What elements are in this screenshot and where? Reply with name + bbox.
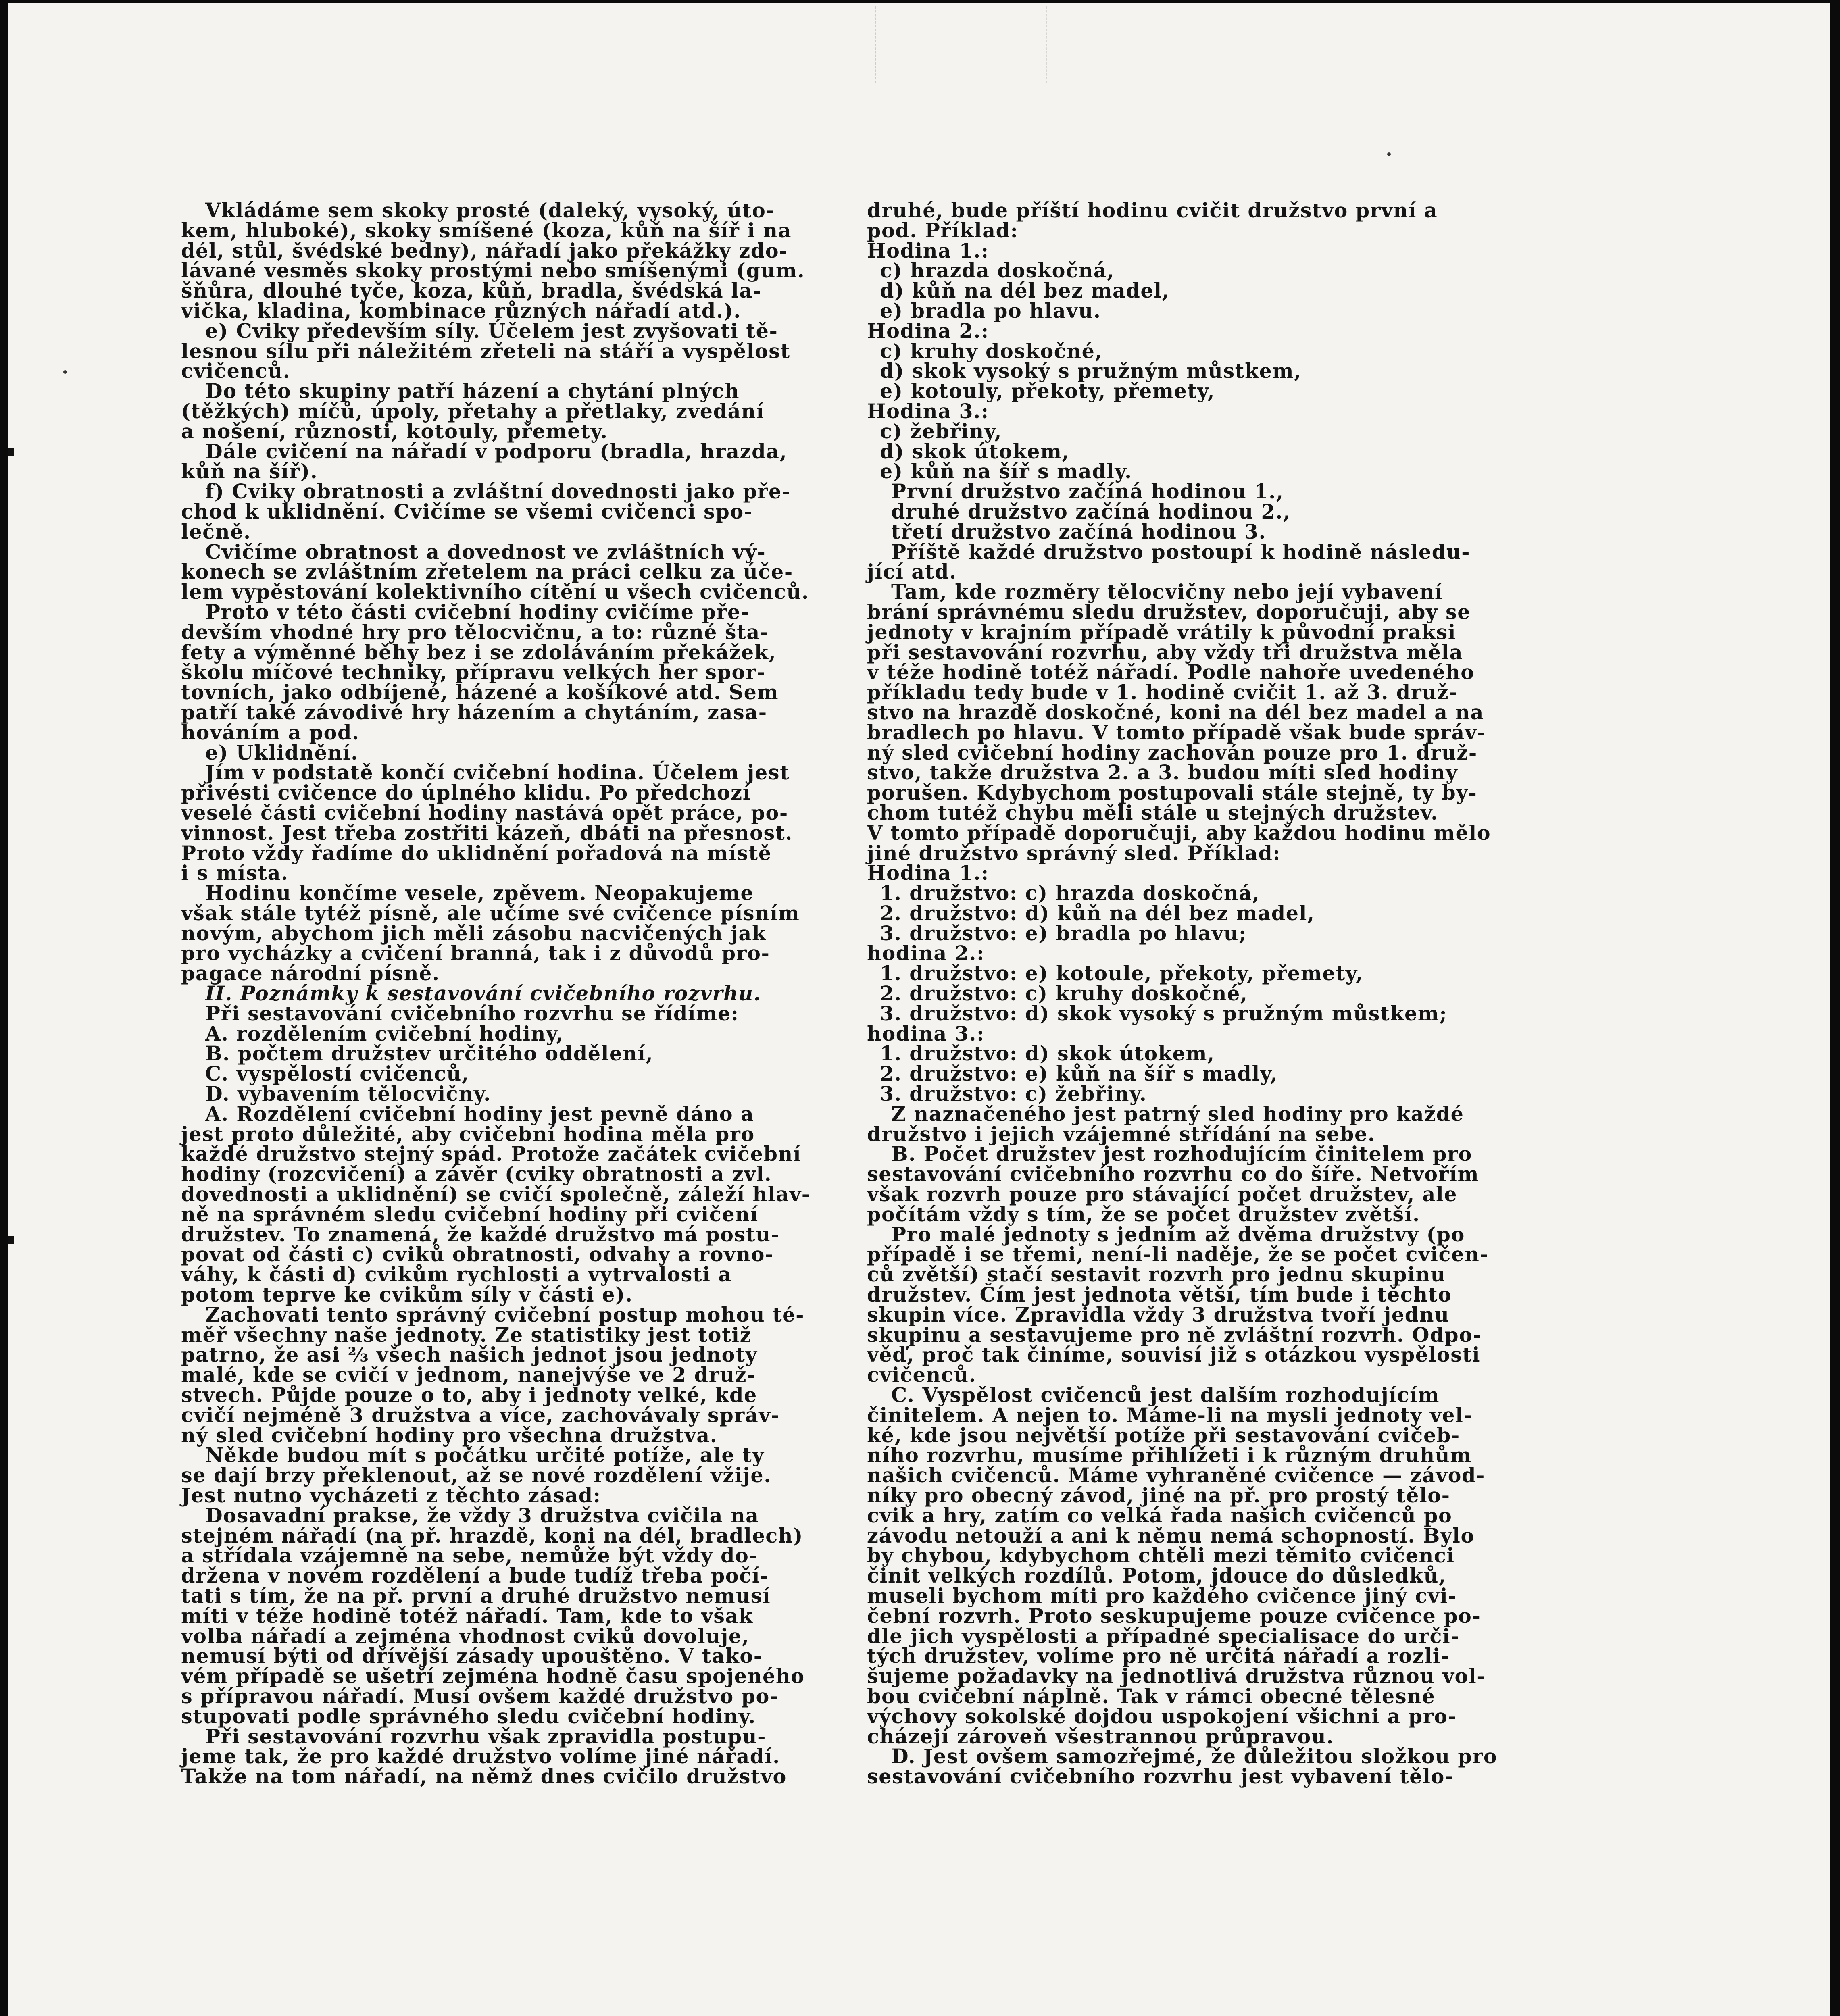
scan-speck [63,370,67,374]
text-line: Někde budou mít s počátku určité potíže, ale ty [205,1443,765,1467]
text-line: e) kůň na šíř s madly. [880,460,1132,483]
binding-mark [8,448,14,456]
text-line: konech se zvláštním zřetelem na práci celku za úče- [181,560,793,584]
text-line: s přípravou nářadí. Musí ovšem každé družstvo po- [181,1684,779,1708]
text-line: f) Cviky obratnosti a zvláštní dovednosti jako pře- [205,480,791,504]
text-line: volba nářadí a zejména vhodnost cviků dovoluje, [181,1624,750,1648]
text-line: Takže na tom nářadí, na němž dnes cvičilo družstvo [181,1765,787,1789]
text-line: Dále cvičení na nářadí v podporu (bradla, hrazda, [205,439,788,463]
text-line: stejném nářadí (na př. hrazdě, koni na dél, bradlech) [181,1524,804,1547]
text-line: potom teprve ke cvikům síly v části e). [181,1283,633,1307]
text-line: ního rozvrhu, musíme přihlížeti i k různým druhům [867,1443,1472,1467]
text-line: patrno, že asi ⅔ všech našich jednot jsou jednoty [181,1343,758,1367]
text-line: jící atd. [867,560,957,584]
text-line: fety a výměnné běhy bez i se zdoláváním překážek, [181,640,777,664]
text-line: dovednosti a uklidnění) se cvičí společně, záleží hlav- [181,1183,811,1206]
text-line: skupin více. Zpravidla vždy 3 družstva tvoří jednu [867,1303,1450,1327]
text-line: měř všechny naše jednoty. Ze statistiky jest totiž [181,1323,752,1347]
text-line: závodu netouží a ani k němu nemá schopností. Bylo [867,1524,1475,1547]
text-line: Hodina 2.: [867,319,989,343]
text-line: sestavování cvičebního rozvrhu co do šíře. Netvořím [867,1162,1480,1186]
text-line: Dosavadní prakse, že vždy 3 družstva cvičila na [205,1504,759,1527]
text-line: d) skok vysoký s pružným můstkem, [880,359,1302,383]
text-line: cvik a hry, zatím co velká řada našich cvičenců po [867,1504,1452,1527]
text-line: lávané vesměs skoky prostými nebo smíšenými (gum. [181,259,805,283]
text-line: hováním a pod. [181,721,360,744]
text-line: hodiny (rozcvičení) a závěr (cviky obratnosti a zvl. [181,1162,772,1186]
text-line: porušen. Kdybychom postupovali stále stejně, ty by- [867,781,1477,805]
text-line: e) Uklidnění. [205,741,358,764]
text-line: dle jich vyspělosti a případné specialisace do urči- [867,1624,1460,1648]
text-line: a střídala vzájemně na sebe, nemůže být vždy do- [181,1544,758,1568]
text-line: činit velkých rozdílů. Potom, jdouce do důsledků, [867,1564,1446,1588]
text-line: Tam, kde rozměry tělocvičny nebo její vybavení [891,580,1443,604]
text-line: v téže hodině totéž nářadí. Podle nahoře uvedeného [867,660,1475,684]
text-line: čební rozvrh. Proto seskupujeme pouze cvičence po- [867,1604,1481,1628]
text-line: nemusí býti od dřívější zásady upouštěno. V tako- [181,1644,763,1668]
text-line: B. Počet družstev jest rozhodujícím činitelem pro [891,1142,1472,1166]
text-line: cházejí zároveň všestrannou průpravou. [867,1724,1334,1748]
text-line: cvičenců. [867,1363,977,1387]
text-line: Při sestavování rozvrhu však zpravidla postupu- [205,1724,767,1748]
text-line: Pro malé jednoty s jedním až dvěma družstvy (po [891,1223,1465,1246]
text-line: B. počtem družstev určitého oddělení, [205,1042,654,1066]
text-line: hodina 3.: [867,1022,985,1045]
text-line: případě i se třemi, není-li naděje, že se počet cvičen- [867,1243,1489,1266]
text-line: ců zvětší) stačí sestavit rozvrh pro jednu skupinu [867,1263,1446,1287]
text-line: První družstvo začíná hodinou 1., [891,480,1284,504]
binding-mark [8,1236,14,1244]
scan-artifact [875,6,1047,83]
left-text-column [181,199,811,1789]
text-line: školu míčové techniky, přípravu velkých her spor- [181,660,766,684]
text-line: šňůra, dlouhé tyče, koza, kůň, bradla, švédská la- [181,279,762,303]
text-line: Hodina 3.: [867,399,989,423]
text-line: stvo na hrazdě doskočné, koni na dél bez madel a na [867,700,1484,724]
text-line: e) kotouly, překoty, přemety, [880,379,1215,403]
text-line: jest proto důležité, aby cvičební hodina měla pro [181,1122,755,1146]
text-line: d) skok útokem, [880,439,1070,463]
text-line: Jím v podstatě končí cvičební hodina. Účelem jest [205,761,790,785]
text-line: pagace národní písně. [181,962,440,985]
text-line: Hodina 1.: [867,239,989,262]
text-line: příkladu tedy bude v 1. hodině cvičit 1. až 3. druž- [867,681,1458,704]
text-line: 1. družstvo: c) hrazda doskočná, [880,881,1260,905]
text-line: přivésti cvičence do úplného klidu. Po předchozí [181,781,751,805]
text-line: jednoty v krajním případě vrátily k původní praksi [867,620,1457,644]
text-line: druhé družstvo začíná hodinou 2., [891,500,1291,523]
text-line: tých družstev, volíme pro ně určitá nářadí a rozli- [867,1644,1450,1668]
text-line: Cvičíme obratnost a dovednost ve zvláštních vý- [205,540,766,564]
text-line: tati s tím, že na př. první a druhé družstvo nemusí [181,1584,771,1608]
text-line: Proto v této části cvičební hodiny cvičíme pře- [205,600,750,624]
text-line: družstev. To znamená, že každé družstvo má postu- [181,1223,780,1246]
text-line: ně na správném sledu cvičební hodiny při cvičení [181,1202,759,1226]
scan-speck [1387,152,1391,156]
text-line: činitelem. A nejen to. Máme-li na mysli jednoty vel- [867,1403,1473,1427]
text-line: A. rozdělením cvičební hodiny, [205,1022,564,1045]
text-line: devším vhodné hry pro tělocvičnu, a to: různé šta- [181,620,769,644]
text-line: c) hrazda doskočná, [880,259,1115,283]
text-line: hodina 2.: [867,941,985,965]
text-line: 3. družstvo: d) skok vysoký s pružným můstkem; [880,1002,1448,1025]
text-line: ný sled cvičební hodiny pro všechna družstva. [181,1423,718,1447]
text-line: by chybou, kdybychom chtěli mezi těmito cvičenci [867,1544,1455,1568]
text-line: výchovy sokolské dojdou uspokojení všichni a pro- [867,1704,1457,1728]
text-line: však rozvrh pouze pro stávající počet družstev, ale [867,1183,1458,1206]
text-line: 3. družstvo: e) bradla po hlavu; [880,921,1247,945]
text-line: kem, hluboké), skoky smíšené (koza, kůň na šíř i na [181,219,792,242]
text-line: vém případě se ušetří zejména hodně času spojeného [181,1664,805,1688]
text-line: cvičenců. [181,359,291,383]
text-line: stvo, takže družstva 2. a 3. budou míti sled hodiny [867,761,1458,785]
text-line: pod. Příklad: [867,219,1019,242]
text-line: však stále tytéž písně, ale učíme své cvičence písním [181,901,800,925]
text-line: šujeme požadavky na jednotlivá družstva různou vol- [867,1664,1486,1688]
text-line: Příště každé družstvo postoupí k hodině následu- [891,540,1471,564]
text-line: C. vyspělostí cvičenců, [205,1062,469,1086]
text-line: Hodinu končíme vesele, zpěvem. Neopakujeme [205,881,754,905]
text-line: d) kůň na dél bez madel, [880,279,1170,303]
text-line: A. Rozdělení cvičební hodiny jest pevně dáno a [205,1102,754,1126]
text-line: chod k uklidnění. Cvičíme se všemi cvičenci spo- [181,500,753,523]
text-line: se dají brzy překlenout, až se nové rozdělení vžije. [181,1464,772,1487]
text-line: D. vybavením tělocvičny. [205,1082,491,1106]
text-line: vička, kladina, kombinace různých nářadí atd.). [181,299,742,323]
text-line: míti v téže hodině totéž nářadí. Tam, kde to však [181,1604,753,1628]
text-line: dél, stůl, švédské bedny), nářadí jako překážky zdo- [181,239,788,262]
text-line: Z naznačeného jest patrný sled hodiny pro každé [891,1102,1464,1126]
text-line: Proto vždy řadíme do uklidnění pořadová na místě [181,841,772,865]
text-line: 1. družstvo: e) kotoule, překoty, přemety, [880,962,1363,985]
text-line: povat od části c) cviků obratnosti, odvahy a rovno- [181,1243,774,1266]
text-line: patří také závodivé hry házením a chytáním, zasa- [181,700,767,724]
text-line: lesnou sílu při náležitém zřeteli na stáří a vyspělost [181,339,790,363]
text-line: 2. družstvo: c) kruhy doskočné, [880,982,1248,1006]
text-line: družstvo i jejich vzájemné střídání na sebe. [867,1122,1375,1146]
text-line: ný sled cvičební hodiny zachován pouze pro 1. druž- [867,741,1477,764]
right-text-column [867,199,1498,1789]
text-line: brání správnému sledu družstev, doporučuji, aby se [867,600,1471,624]
text-line: stvech. Půjde pouze o to, aby i jednoty velké, kde [181,1383,757,1407]
text-line: II. Poznámky k sestavování cvičebního rozvrhu. [205,982,761,1006]
text-line: c) žebřiny, [880,419,1002,443]
text-line: ké, kde jsou největší potíže při sestavování cvičeb- [867,1423,1460,1447]
text-line: třetí družstvo začíná hodinou 3. [891,520,1267,544]
text-line: níky pro obecný závod, jiné na př. pro prostý tělo- [867,1484,1450,1507]
text-line: bou cvičební náplně. Tak v rámci obecné tělesné [867,1684,1436,1708]
text-line: družstev. Čím jest jednota větší, tím bude i těchto [867,1283,1452,1307]
text-line: vinnost. Jest třeba zostřiti kázeň, dbáti na přesnost. [181,821,793,845]
text-line: skupinu a sestavujeme pro ně zvláštní rozvrh. Odpo- [867,1323,1482,1347]
text-line: Jest nutno vycházeti z těchto zásad: [181,1484,601,1507]
text-line: 2. družstvo: d) kůň na dél bez madel, [880,901,1315,925]
text-line: veselé části cvičební hodiny nastává opět práce, po- [181,801,788,825]
text-line: V tomto případě doporučuji, aby každou hodinu mělo [867,821,1491,845]
text-line: každé družstvo stejný spád. Protože začátek cvičební [181,1142,802,1166]
text-line: sestavování cvičebního rozvrhu jest vybavení tělo- [867,1765,1454,1789]
text-line: malé, kde se cvičí v jednom, nanejvýše ve 2 druž- [181,1363,756,1387]
text-line: c) kruhy doskočné, [880,339,1103,363]
text-line: i s místa. [181,861,289,885]
text-line: jiné družstvo správný sled. Příklad: [867,841,1281,865]
text-line: e) bradla po hlavu. [880,299,1101,323]
text-line: našich cvičenců. Máme vyhraněné cvičence — závod- [867,1464,1486,1487]
text-line: (těžkých) míčů, úpoly, přetahy a přetlaky, zvedání [181,399,765,423]
text-line: Do této skupiny patří házení a chytání plných [205,379,740,403]
text-line: jeme tak, že pro každé družstvo volíme jiné nářadí. [181,1745,780,1768]
text-line: lečně. [181,520,251,544]
text-line: lem vypěstování kolektivního cítění u všech cvičenců. [181,580,809,604]
text-line: D. Jest ovšem samozřejmé, že důležitou složkou pro [891,1745,1498,1768]
text-line: cvičí nejméně 3 družstva a více, zachovávaly správ- [181,1403,780,1427]
text-line: bradlech po hlavu. V tomto případě však bude správ- [867,721,1486,744]
text-line: 3. družstvo: c) žebřiny. [880,1082,1147,1106]
text-line: museli bychom míti pro každého cvičence jiný cvi- [867,1584,1457,1608]
text-line: 2. družstvo: e) kůň na šíř s madly, [880,1062,1278,1086]
text-line: Při sestavování cvičebního rozvrhu se řídíme: [205,1002,739,1025]
text-line: e) Cviky především síly. Účelem jest zvyšovati tě- [205,319,778,343]
text-line: počítám vždy s tím, že se počet družstev zvětší. [867,1202,1420,1226]
text-line: váhy, k části d) cvikům rychlosti a vytrvalosti a [181,1263,732,1287]
text-line: Hodina 1.: [867,861,989,885]
text-line: stupovati podle správného sledu cvičební hodiny. [181,1704,756,1728]
text-line: 1. družstvo: d) skok útokem, [880,1042,1215,1066]
scanned-page [8,3,1830,2016]
text-line: a nošení, různosti, kotouly, přemety. [181,419,608,443]
text-line: při sestavování rozvrhu, aby vždy tři družstva měla [867,640,1463,664]
text-line: Zachovati tento správný cvičební postup mohou té- [205,1303,805,1327]
text-line: druhé, bude příští hodinu cvičit družstvo první a [867,199,1438,222]
text-line: tovních, jako odbíjené, házené a košíkové atd. Sem [181,681,779,704]
text-line: novým, abychom jich měli zásobu nacvičených jak [181,921,767,945]
text-line: chom tutéž chybu měli stále u stejných družstev. [867,801,1438,825]
text-line: pro vycházky a cvičení branná, tak i z důvodů pro- [181,941,770,965]
text-line: Vkládáme sem skoky prosté (daleký, vysoký, úto- [205,199,775,222]
text-line: držena v novém rozdělení a bude tudíž třeba počí- [181,1564,769,1588]
text-line: kůň na šíř). [181,460,318,483]
text-line: C. Vyspělost cvičenců jest dalším rozhodujícím [891,1383,1440,1407]
text-line: věď, proč tak činíme, souvisí již s otázkou vyspělosti [867,1343,1481,1367]
